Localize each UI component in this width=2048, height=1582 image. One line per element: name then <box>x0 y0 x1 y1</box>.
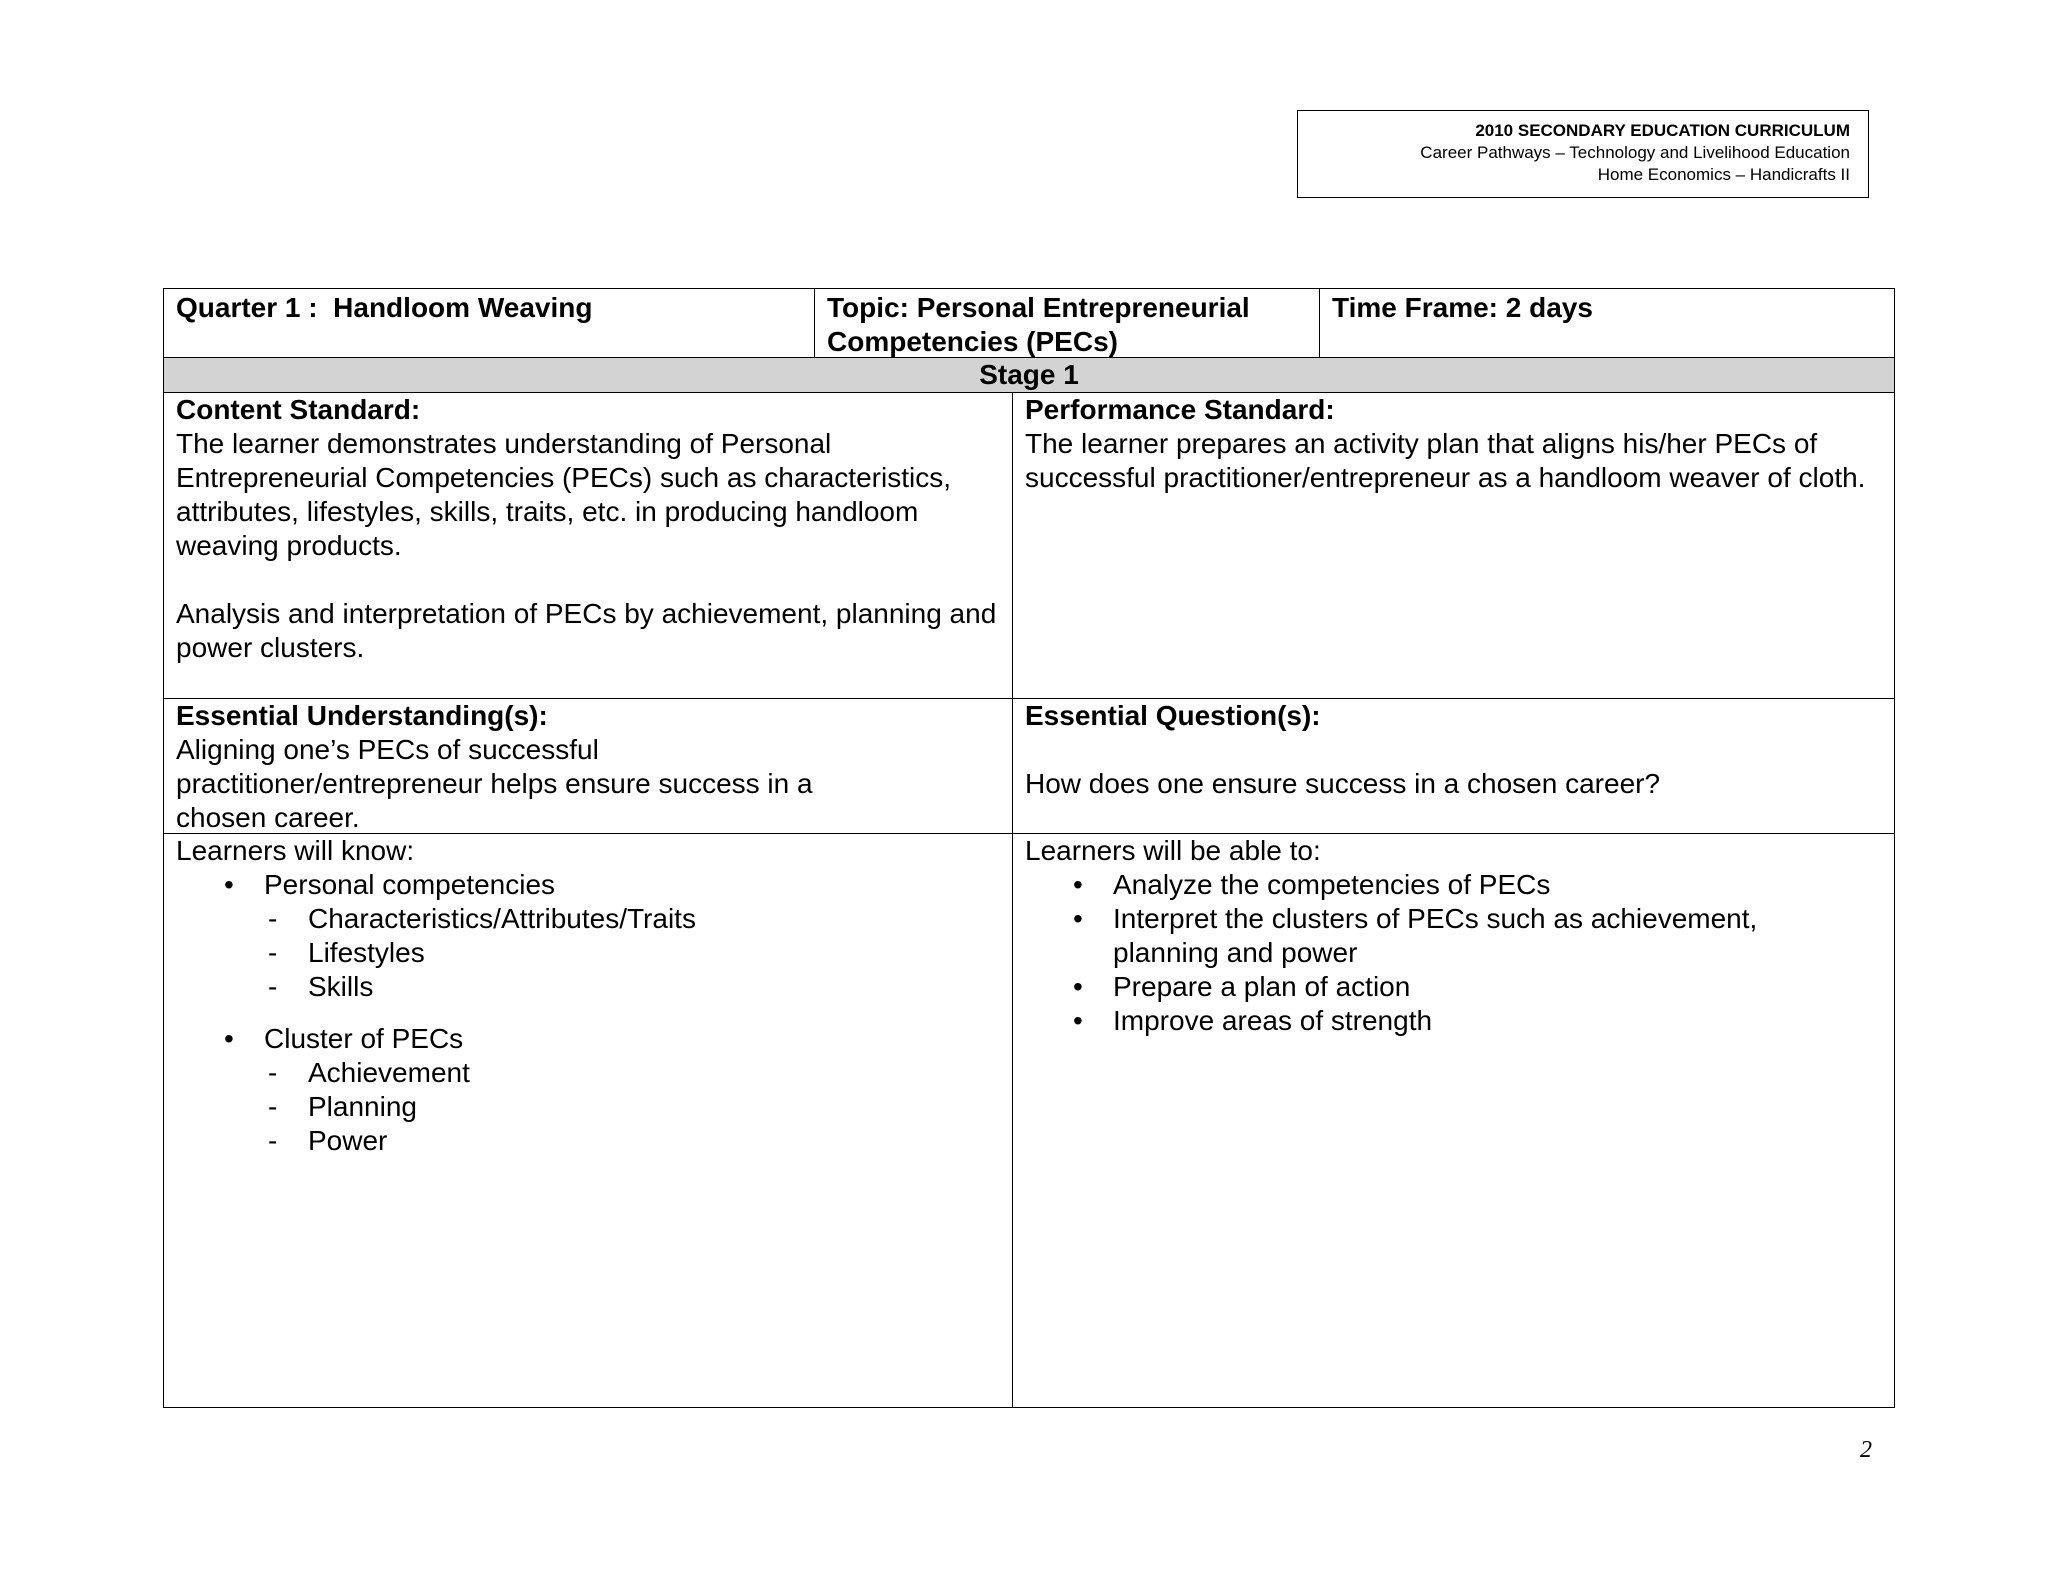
list-item: - Lifestyles <box>176 936 1000 970</box>
page-number: 2 <box>1860 1437 1872 1463</box>
stage-label: Stage 1 <box>979 359 1079 390</box>
list-item: - Planning <box>176 1090 1000 1124</box>
essential-understanding-text: Aligning one’s PECs of successful practitioner/entrepreneur helps ensure success in a chosen career. <box>176 734 813 833</box>
list-item: • Prepare a plan of action <box>1025 970 1802 1004</box>
essential-question-text: How does one ensure success in a chosen career? <box>1025 768 1661 799</box>
curriculum-header-box <box>1297 110 1869 198</box>
subject-line: Home Economics – Handicrafts II <box>1597 165 1850 184</box>
topic-line-1: Topic: Personal Entrepreneurial <box>827 292 1250 323</box>
list-item: • Improve areas of strength <box>1025 1004 1802 1038</box>
performance-standard-cell <box>1012 393 1894 698</box>
performance-standard-text: The learner prepares an activity plan that aligns his/her PECs of successful practitioner/entrepreneur as a handloom weaver of cloth. <box>1025 428 1866 493</box>
list-item: - Skills <box>176 970 1000 1004</box>
list-item: • Interpret the clusters of PECs such as achievement, planning and power <box>1025 902 1802 970</box>
performance-standard-heading: Performance Standard: <box>1025 394 1335 425</box>
time-frame-cell <box>1319 289 1894 357</box>
personal-competencies-item: Personal competencies <box>264 869 556 900</box>
list-item: - Characteristics/Attributes/Traits <box>176 902 1000 936</box>
standards-row <box>164 392 1894 698</box>
topic-cell <box>814 289 1319 357</box>
career-pathway-line: Career Pathways – Technology and Livelihood Education <box>1420 143 1850 162</box>
essential-row <box>164 698 1894 833</box>
learners-able-cell <box>1012 834 1894 1407</box>
list-item <box>176 1022 1000 1056</box>
topic-line-2: Competencies (PECs) <box>827 326 1118 357</box>
essential-understanding-cell <box>164 699 1012 833</box>
learners-know-cell <box>164 834 1012 1407</box>
quarter-label: Quarter 1 : Handloom Weaving <box>176 292 593 323</box>
curriculum-table <box>163 288 1895 1408</box>
list-item <box>176 868 1000 902</box>
list-item: • Analyze the competencies of PECs <box>1025 868 1802 902</box>
quarter-cell <box>164 289 814 357</box>
time-frame-label: Time Frame: 2 days <box>1332 292 1593 323</box>
essential-question-cell <box>1012 699 1894 833</box>
curriculum-title: 2010 SECONDARY EDUCATION CURRICULUM <box>1475 121 1850 140</box>
essential-question-heading: Essential Question(s): <box>1025 700 1321 731</box>
learners-able-intro: Learners will be able to: <box>1025 835 1321 866</box>
list-item: - Power <box>176 1124 1000 1158</box>
learners-row <box>164 833 1894 1407</box>
learners-know-intro: Learners will know: <box>176 835 415 866</box>
stage-row <box>164 357 1894 392</box>
content-standard-analysis: Analysis and interpretation of PECs by achievement, planning and power clusters. <box>176 598 997 663</box>
content-standard-text: The learner demonstrates understanding of Personal Entrepreneurial Competencies (PECs) such as characteristics, attributes, lifestyles, skills, traits, etc. in producing handloom weaving products. <box>176 428 951 561</box>
top-row <box>164 289 1894 357</box>
content-standard-heading: Content Standard: <box>176 394 421 425</box>
content-standard-cell <box>164 393 1012 698</box>
essential-understanding-heading: Essential Understanding(s): <box>176 700 548 731</box>
cluster-of-pecs-item: Cluster of PECs <box>264 1023 464 1054</box>
list-item: - Achievement <box>176 1056 1000 1090</box>
